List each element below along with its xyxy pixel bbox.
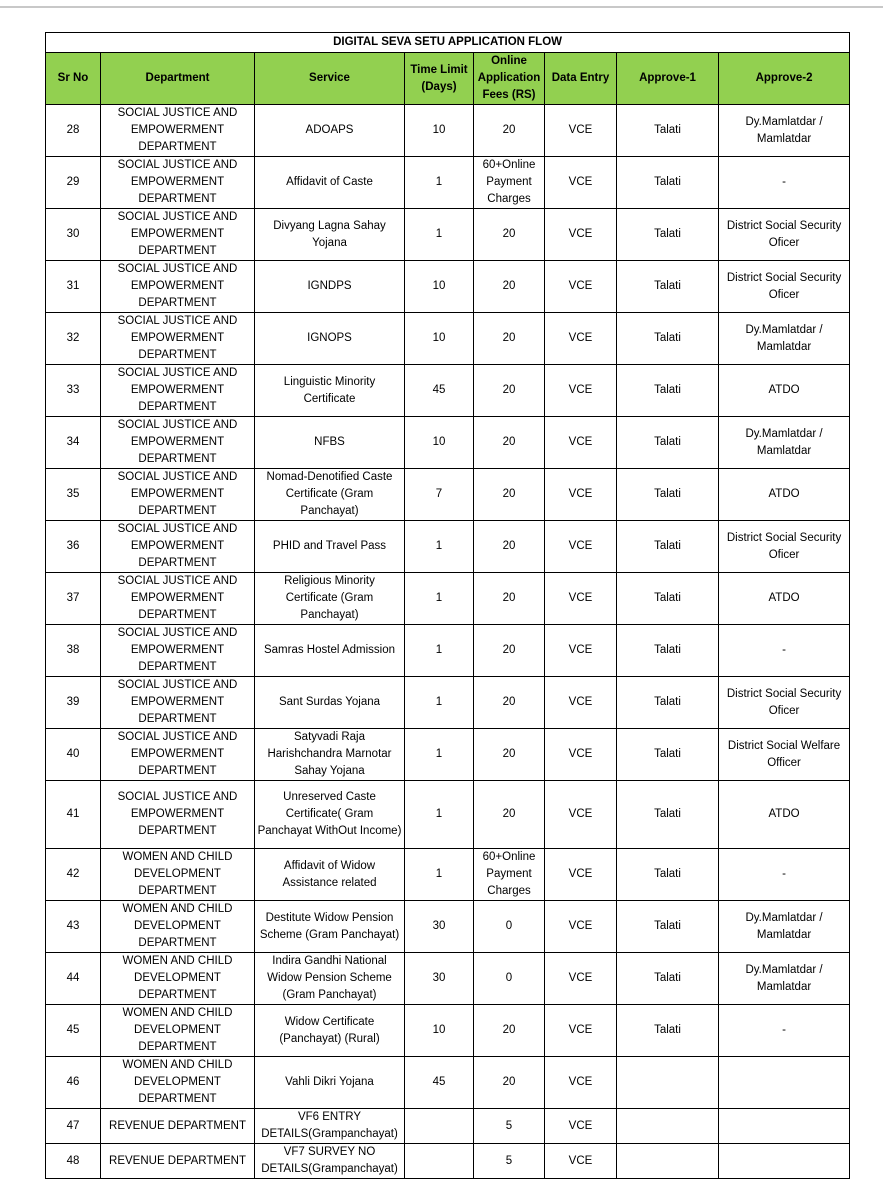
cell-approve-1: Talati: [617, 209, 719, 261]
cell-time-limit: [405, 1109, 474, 1144]
cell-sr-no: 48: [46, 1144, 101, 1179]
cell-approve-1: [617, 1144, 719, 1179]
cell-fees: 5: [474, 1144, 545, 1179]
cell-approve-2: ATDO: [719, 781, 850, 849]
cell-approve-2: Dy.Mamlatdar / Mamlatdar: [719, 901, 850, 953]
table-row: [46, 1057, 850, 1109]
cell-fees: 20: [474, 521, 545, 573]
cell-sr-no: 37: [46, 573, 101, 625]
cell-service: Samras Hostel Admission: [255, 625, 405, 677]
cell-data-entry: VCE: [545, 417, 617, 469]
cell-time-limit: 1: [405, 209, 474, 261]
cell-time-limit: 1: [405, 157, 474, 209]
table-row: [46, 1109, 850, 1144]
cell-approve-2: Dy.Mamlatdar / Mamlatdar: [719, 417, 850, 469]
cell-data-entry: VCE: [545, 781, 617, 849]
cell-data-entry: VCE: [545, 313, 617, 365]
cell-approve-1: Talati: [617, 849, 719, 901]
cell-time-limit: 1: [405, 521, 474, 573]
cell-data-entry: VCE: [545, 521, 617, 573]
table-row: [46, 953, 850, 1005]
table-row: [46, 209, 850, 261]
header-sr-no: Sr No: [46, 53, 101, 105]
cell-approve-1: [617, 1109, 719, 1144]
cell-approve-1: Talati: [617, 573, 719, 625]
cell-data-entry: VCE: [545, 105, 617, 157]
cell-service: Religious Minority Certificate (Gram Panchayat): [255, 573, 405, 625]
cell-fees: 20: [474, 209, 545, 261]
top-rule: [0, 6, 883, 8]
title-row: [46, 33, 850, 53]
cell-sr-no: 47: [46, 1109, 101, 1144]
table-row: [46, 365, 850, 417]
cell-data-entry: VCE: [545, 677, 617, 729]
cell-fees: 5: [474, 1109, 545, 1144]
cell-service: VF6 ENTRY DETAILS(Grampanchayat): [255, 1109, 405, 1144]
cell-fees: 0: [474, 953, 545, 1005]
table-row: [46, 901, 850, 953]
cell-approve-1: Talati: [617, 105, 719, 157]
cell-service: Unreserved Caste Certificate( Gram Panchayat WithOut Income): [255, 781, 405, 849]
cell-approve-2: -: [719, 1005, 850, 1057]
table-row: [46, 573, 850, 625]
table-body: [46, 105, 850, 1179]
cell-sr-no: 39: [46, 677, 101, 729]
table-row: [46, 417, 850, 469]
cell-service: Sant Surdas Yojana: [255, 677, 405, 729]
cell-approve-2: District Social Security Oficer: [719, 261, 850, 313]
table-row: [46, 1144, 850, 1179]
cell-sr-no: 46: [46, 1057, 101, 1109]
cell-approve-1: Talati: [617, 417, 719, 469]
cell-fees: 20: [474, 365, 545, 417]
table-row: [46, 1005, 850, 1057]
cell-time-limit: 10: [405, 261, 474, 313]
cell-service: Affidavit of Widow Assistance related: [255, 849, 405, 901]
cell-data-entry: VCE: [545, 1144, 617, 1179]
cell-sr-no: 29: [46, 157, 101, 209]
table-row: [46, 261, 850, 313]
cell-approve-1: [617, 1057, 719, 1109]
cell-approve-2: Dy.Mamlatdar / Mamlatdar: [719, 953, 850, 1005]
cell-service: Affidavit of Caste: [255, 157, 405, 209]
header-approve-2: Approve-2: [719, 53, 850, 105]
cell-approve-2: District Social Security Oficer: [719, 521, 850, 573]
cell-time-limit: 1: [405, 677, 474, 729]
cell-approve-1: Talati: [617, 781, 719, 849]
cell-approve-1: Talati: [617, 261, 719, 313]
application-flow-table: [45, 32, 850, 1179]
cell-fees: 20: [474, 677, 545, 729]
cell-time-limit: 45: [405, 1057, 474, 1109]
cell-approve-2: -: [719, 849, 850, 901]
cell-department: SOCIAL JUSTICE AND EMPOWERMENT DEPARTMENT: [101, 469, 255, 521]
cell-service: PHID and Travel Pass: [255, 521, 405, 573]
cell-sr-no: 40: [46, 729, 101, 781]
cell-approve-1: Talati: [617, 953, 719, 1005]
cell-fees: 20: [474, 313, 545, 365]
cell-approve-2: District Social Welfare Officer: [719, 729, 850, 781]
cell-time-limit: 1: [405, 849, 474, 901]
cell-sr-no: 38: [46, 625, 101, 677]
cell-approve-2: Dy.Mamlatdar / Mamlatdar: [719, 105, 850, 157]
cell-approve-1: Talati: [617, 1005, 719, 1057]
cell-time-limit: 1: [405, 781, 474, 849]
cell-service: Nomad-Denotified Caste Certificate (Gram Panchayat): [255, 469, 405, 521]
cell-approve-1: Talati: [617, 625, 719, 677]
header-fees: Online Application Fees (RS): [474, 53, 545, 105]
cell-time-limit: 30: [405, 901, 474, 953]
cell-service: IGNDPS: [255, 261, 405, 313]
cell-sr-no: 36: [46, 521, 101, 573]
header-row: [46, 53, 850, 105]
cell-service: VF7 SURVEY NO DETAILS(Grampanchayat): [255, 1144, 405, 1179]
cell-fees: 60+Online Payment Charges: [474, 849, 545, 901]
cell-service: ADOAPS: [255, 105, 405, 157]
cell-time-limit: 10: [405, 313, 474, 365]
cell-service: Destitute Widow Pension Scheme (Gram Panchayat): [255, 901, 405, 953]
cell-service: IGNOPS: [255, 313, 405, 365]
cell-department: SOCIAL JUSTICE AND EMPOWERMENT DEPARTMENT: [101, 157, 255, 209]
cell-sr-no: 45: [46, 1005, 101, 1057]
cell-service: Satyvadi Raja Harishchandra Marnotar Sahay Yojana: [255, 729, 405, 781]
cell-approve-2: [719, 1144, 850, 1179]
header-department: Department: [101, 53, 255, 105]
cell-department: SOCIAL JUSTICE AND EMPOWERMENT DEPARTMENT: [101, 417, 255, 469]
cell-service: Linguistic Minority Certificate: [255, 365, 405, 417]
cell-sr-no: 30: [46, 209, 101, 261]
cell-approve-2: District Social Security Oficer: [719, 209, 850, 261]
cell-approve-2: [719, 1057, 850, 1109]
cell-data-entry: VCE: [545, 573, 617, 625]
cell-data-entry: VCE: [545, 469, 617, 521]
table-row: [46, 105, 850, 157]
cell-data-entry: VCE: [545, 261, 617, 313]
cell-department: SOCIAL JUSTICE AND EMPOWERMENT DEPARTMENT: [101, 625, 255, 677]
cell-data-entry: VCE: [545, 209, 617, 261]
table-row: [46, 677, 850, 729]
cell-approve-1: Talati: [617, 521, 719, 573]
cell-fees: 0: [474, 901, 545, 953]
cell-department: REVENUE DEPARTMENT: [101, 1109, 255, 1144]
cell-data-entry: VCE: [545, 1109, 617, 1144]
table-row: [46, 157, 850, 209]
cell-time-limit: 1: [405, 625, 474, 677]
cell-time-limit: 1: [405, 729, 474, 781]
cell-sr-no: 44: [46, 953, 101, 1005]
table-row: [46, 625, 850, 677]
cell-fees: 20: [474, 573, 545, 625]
cell-department: SOCIAL JUSTICE AND EMPOWERMENT DEPARTMENT: [101, 573, 255, 625]
cell-time-limit: 30: [405, 953, 474, 1005]
cell-time-limit: 1: [405, 573, 474, 625]
cell-approve-2: [719, 1109, 850, 1144]
cell-fees: 20: [474, 417, 545, 469]
cell-department: SOCIAL JUSTICE AND EMPOWERMENT DEPARTMENT: [101, 313, 255, 365]
table-row: [46, 469, 850, 521]
cell-sr-no: 31: [46, 261, 101, 313]
cell-fees: 20: [474, 105, 545, 157]
cell-department: SOCIAL JUSTICE AND EMPOWERMENT DEPARTMENT: [101, 521, 255, 573]
cell-sr-no: 33: [46, 365, 101, 417]
cell-data-entry: VCE: [545, 729, 617, 781]
cell-time-limit: 45: [405, 365, 474, 417]
cell-department: WOMEN AND CHILD DEVELOPMENT DEPARTMENT: [101, 953, 255, 1005]
cell-approve-2: ATDO: [719, 365, 850, 417]
table-row: [46, 729, 850, 781]
cell-data-entry: VCE: [545, 1057, 617, 1109]
header-approve-1: Approve-1: [617, 53, 719, 105]
cell-time-limit: [405, 1144, 474, 1179]
cell-sr-no: 34: [46, 417, 101, 469]
cell-sr-no: 35: [46, 469, 101, 521]
cell-approve-1: Talati: [617, 157, 719, 209]
cell-time-limit: 7: [405, 469, 474, 521]
cell-department: SOCIAL JUSTICE AND EMPOWERMENT DEPARTMENT: [101, 105, 255, 157]
cell-department: SOCIAL JUSTICE AND EMPOWERMENT DEPARTMENT: [101, 781, 255, 849]
cell-department: SOCIAL JUSTICE AND EMPOWERMENT DEPARTMENT: [101, 261, 255, 313]
cell-data-entry: VCE: [545, 157, 617, 209]
cell-service: Divyang Lagna Sahay Yojana: [255, 209, 405, 261]
cell-data-entry: VCE: [545, 625, 617, 677]
cell-time-limit: 10: [405, 417, 474, 469]
cell-service: NFBS: [255, 417, 405, 469]
cell-time-limit: 10: [405, 1005, 474, 1057]
header-data-entry: Data Entry: [545, 53, 617, 105]
cell-department: SOCIAL JUSTICE AND EMPOWERMENT DEPARTMENT: [101, 365, 255, 417]
cell-fees: 20: [474, 469, 545, 521]
cell-approve-2: ATDO: [719, 573, 850, 625]
cell-data-entry: VCE: [545, 849, 617, 901]
cell-sr-no: 43: [46, 901, 101, 953]
table-row: [46, 849, 850, 901]
cell-service: Indira Gandhi National Widow Pension Scheme (Gram Panchayat): [255, 953, 405, 1005]
table-row: [46, 313, 850, 365]
table-title: DIGITAL SEVA SETU APPLICATION FLOW: [46, 33, 850, 53]
cell-department: SOCIAL JUSTICE AND EMPOWERMENT DEPARTMENT: [101, 677, 255, 729]
cell-approve-1: Talati: [617, 901, 719, 953]
cell-approve-2: Dy.Mamlatdar / Mamlatdar: [719, 313, 850, 365]
cell-fees: 60+Online Payment Charges: [474, 157, 545, 209]
cell-fees: 20: [474, 261, 545, 313]
cell-sr-no: 32: [46, 313, 101, 365]
cell-sr-no: 28: [46, 105, 101, 157]
cell-service: Vahli Dikri Yojana: [255, 1057, 405, 1109]
cell-approve-2: District Social Security Oficer: [719, 677, 850, 729]
cell-fees: 20: [474, 781, 545, 849]
cell-department: WOMEN AND CHILD DEVELOPMENT DEPARTMENT: [101, 849, 255, 901]
cell-department: SOCIAL JUSTICE AND EMPOWERMENT DEPARTMENT: [101, 209, 255, 261]
cell-department: SOCIAL JUSTICE AND EMPOWERMENT DEPARTMENT: [101, 729, 255, 781]
cell-sr-no: 42: [46, 849, 101, 901]
cell-approve-2: -: [719, 157, 850, 209]
cell-data-entry: VCE: [545, 953, 617, 1005]
table-row: [46, 521, 850, 573]
cell-department: WOMEN AND CHILD DEVELOPMENT DEPARTMENT: [101, 901, 255, 953]
cell-approve-1: Talati: [617, 313, 719, 365]
cell-data-entry: VCE: [545, 901, 617, 953]
cell-data-entry: VCE: [545, 1005, 617, 1057]
cell-department: WOMEN AND CHILD DEVELOPMENT DEPARTMENT: [101, 1005, 255, 1057]
cell-approve-1: Talati: [617, 469, 719, 521]
cell-fees: 20: [474, 1057, 545, 1109]
cell-fees: 20: [474, 729, 545, 781]
table-row: [46, 781, 850, 849]
header-service: Service: [255, 53, 405, 105]
cell-department: REVENUE DEPARTMENT: [101, 1144, 255, 1179]
header-time-limit: Time Limit (Days): [405, 53, 474, 105]
cell-service: Widow Certificate (Panchayat) (Rural): [255, 1005, 405, 1057]
cell-department: WOMEN AND CHILD DEVELOPMENT DEPARTMENT: [101, 1057, 255, 1109]
cell-approve-1: Talati: [617, 677, 719, 729]
cell-approve-2: ATDO: [719, 469, 850, 521]
cell-sr-no: 41: [46, 781, 101, 849]
cell-fees: 20: [474, 625, 545, 677]
cell-approve-1: Talati: [617, 729, 719, 781]
cell-approve-2: -: [719, 625, 850, 677]
cell-data-entry: VCE: [545, 365, 617, 417]
cell-approve-1: Talati: [617, 365, 719, 417]
cell-fees: 20: [474, 1005, 545, 1057]
cell-time-limit: 10: [405, 105, 474, 157]
